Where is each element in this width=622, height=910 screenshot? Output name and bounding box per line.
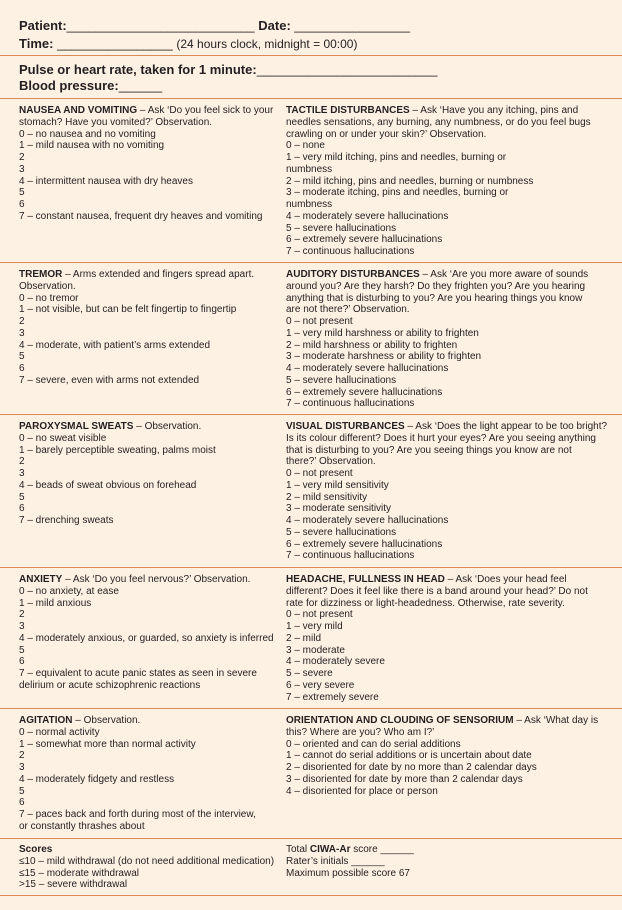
score-option: 7 – paces back and forth during most of the interview,	[19, 809, 256, 820]
score-option: 5 – severe	[286, 668, 333, 679]
score-option: 0 – no anxiety, at ease	[19, 585, 119, 597]
score-option: 1 – somewhat more than normal activity	[19, 738, 196, 750]
score-option: 0 – not present	[286, 609, 353, 621]
total-suffix: score ______	[350, 844, 414, 855]
section-line: anything that is disturbing to you? Are you hearing things you know	[286, 292, 583, 304]
pulse-line	[19, 62, 437, 77]
score-option: 4 – disoriented for place or person	[286, 785, 438, 797]
score-option: 2 – mild itching, pins and needles, burning or numbness	[286, 175, 534, 187]
section-title: HEADACHE, FULLNESS IN HEAD	[286, 574, 445, 585]
section-title: ORIENTATION AND CLOUDING OF SENSORIUM	[286, 715, 514, 726]
score-option: 0 – not present	[286, 468, 353, 479]
score-option: 7 – severe, even with arms not extended	[19, 374, 200, 386]
score-option: 2 – mild sensitivity	[286, 491, 368, 503]
section-orientation	[286, 715, 604, 797]
rater-initials-line[interactable]: Rater’s initials ______	[286, 855, 385, 867]
section-title: TACTILE DISTURBANCES	[286, 105, 410, 116]
score-option: 0 – no sweat visible	[19, 432, 107, 444]
date-blank[interactable]: ________________	[294, 18, 411, 33]
section-line: rate for dizziness or light-headedness. Otherwise, rate severity.	[286, 597, 565, 609]
score-option: 1 – very mild itching, pins and needles, burning or	[286, 152, 507, 163]
divider	[0, 414, 622, 415]
score-option: 1 – very mild	[286, 621, 343, 632]
divider	[0, 262, 622, 263]
ciwa-ar-label: CIWA-Ar	[309, 844, 351, 855]
section-headache	[286, 574, 604, 703]
score-option: 4 – moderately severe hallucinations	[286, 210, 449, 222]
section-anxiety	[19, 574, 281, 692]
section-title: NAUSEA AND VOMITING	[19, 105, 138, 116]
score-option: 4 – moderately severe	[286, 656, 385, 668]
bp-blank[interactable]: ______	[118, 78, 163, 93]
score-range: ≤15 – moderate withdrawal	[19, 867, 139, 879]
score-option: numbness	[286, 199, 333, 210]
score-option: 1 – very mild harshness or ability to frighten	[286, 327, 479, 339]
score-option: 3 – moderate harshness or ability to frighten	[286, 351, 482, 363]
score-option: 1 – mild nausea with no vomiting	[19, 140, 165, 152]
score-option: 6 – extremely severe hallucinations	[286, 538, 443, 550]
section-title: ANXIETY	[19, 574, 63, 585]
section-line: – Ask ‘Do you feel nervous?’ Observation.	[62, 574, 251, 585]
score-option: 1 – not visible, but can be felt fingertip to fingertip	[19, 304, 237, 316]
time-blank[interactable]: ________________	[57, 36, 173, 51]
score-option: 1 – mild anxious	[19, 597, 92, 609]
score-option: 4 – moderately anxious, or guarded, so anxiety is inferred	[19, 632, 274, 644]
score-option: 0 – not present	[286, 316, 353, 327]
score-option: 4 – moderate, with patient’s arms extended	[19, 339, 211, 351]
divider	[0, 708, 622, 709]
score-option: 5	[19, 785, 25, 797]
score-option: 1 – very mild sensitivity	[286, 479, 389, 491]
score-option: 2 – mild harshness or ability to frighten	[286, 339, 458, 351]
score-option: 7 – drenching sweats	[19, 515, 114, 526]
score-option: 4 – intermittent nausea with dry heaves	[19, 175, 193, 187]
score-option: 5	[19, 351, 25, 363]
score-option: 3 – disoriented for date by more than 2 calendar days	[286, 773, 523, 785]
score-option: 3 – moderate sensitivity	[286, 503, 392, 515]
score-option: numbness	[286, 163, 333, 175]
score-option: 5	[19, 644, 25, 656]
section-auditory-disturbances	[286, 269, 604, 410]
pulse-blank[interactable]: _________________________	[256, 62, 438, 77]
section-tremor	[19, 269, 281, 387]
score-option: 6 – extremely severe hallucinations	[286, 386, 443, 398]
max-score-text: Maximum possible score 67	[286, 867, 410, 879]
time-line	[19, 36, 357, 51]
score-option: 3	[19, 762, 25, 773]
score-option: 6	[19, 656, 25, 668]
section-line: there?’ Observation.	[286, 456, 376, 468]
section-line: different? Does it feel like there is a band around your head?’ Do not	[286, 585, 588, 597]
score-option: 0 – oriented and can do serial additions	[286, 738, 461, 750]
score-option: 2	[19, 750, 25, 762]
section-title: AGITATION	[19, 715, 73, 726]
patient-date-line	[19, 18, 410, 33]
score-option: 2 – disoriented for date by no more than 2 calendar days	[286, 762, 537, 773]
section-line: – Observation.	[72, 715, 141, 726]
score-option: 3	[19, 163, 25, 175]
time-label: Time:	[19, 36, 54, 51]
score-option: 7 – continuous hallucinations	[286, 550, 415, 562]
score-range: ≤10 – mild withdrawal (do not need additional medication)	[19, 855, 275, 867]
section-totals	[286, 844, 604, 879]
score-option: 5 – severe hallucinations	[286, 526, 397, 538]
section-line: crawling on or under your skin?’ Observation.	[286, 128, 487, 140]
score-option: 6 – extremely severe hallucinations	[286, 234, 443, 246]
section-agitation	[19, 715, 281, 833]
score-option: 6	[19, 503, 25, 515]
score-option: 7 – constant nausea, frequent dry heaves and vomiting	[19, 210, 263, 222]
divider	[0, 838, 622, 839]
total-prefix: Total	[286, 844, 310, 855]
section-line: – Ask ‘Have you any itching, pins and	[409, 105, 579, 116]
section-title: TREMOR	[19, 269, 63, 280]
score-option: 7 – extremely severe	[286, 691, 379, 703]
section-line: Observation.	[19, 280, 76, 292]
score-option: 6	[19, 797, 25, 809]
bp-line	[19, 78, 162, 93]
score-option: 6 – very severe	[286, 679, 355, 691]
score-option: or constantly thrashes about	[19, 820, 145, 832]
score-option: 5 – severe hallucinations	[286, 222, 397, 234]
section-tactile-disturbances	[286, 105, 604, 258]
score-option: 3	[19, 327, 25, 339]
section-line: that is disturbing to you? Are you seeing things you know are not	[286, 444, 572, 456]
section-line: – Arms extended and fingers spread apart.	[62, 269, 255, 280]
section-title: PAROXYSMAL SWEATS	[19, 421, 134, 432]
section-title: AUDITORY DISTURBANCES	[286, 269, 420, 280]
score-option: 0 – no nausea and no vomiting	[19, 128, 156, 140]
section-line: are not there?’ Observation.	[286, 304, 410, 316]
score-option: 2	[19, 456, 25, 468]
score-option: 5 – severe hallucinations	[286, 374, 397, 386]
patient-label: Patient:	[19, 18, 67, 33]
bp-label: Blood pressure:	[19, 78, 119, 93]
section-line: – Ask ‘Does your head feel	[444, 574, 567, 585]
score-option: 2	[19, 152, 25, 163]
score-option: 5	[19, 187, 25, 199]
score-option: 1 – barely perceptible sweating, palms moist	[19, 444, 216, 456]
score-option: 2 – mild	[286, 632, 322, 644]
score-option: 0 – no tremor	[19, 292, 79, 304]
score-option: 6	[19, 363, 25, 374]
section-title: VISUAL DISTURBANCES	[286, 421, 405, 432]
scores-title: Scores	[19, 844, 53, 855]
section-line: – Ask ‘Are you more aware of sounds	[419, 269, 589, 280]
time-note: (24 hours clock, midnight = 00:00)	[176, 37, 358, 51]
pulse-label: Pulse or heart rate, taken for 1 minute:	[19, 62, 257, 77]
section-line: stomach? Have you vomited?’ Observation.	[19, 116, 213, 128]
score-option: 5	[19, 491, 25, 503]
score-option: 7 – equivalent to acute panic states as seen in severe	[19, 668, 257, 679]
score-option: 0 – none	[286, 140, 325, 152]
section-line: around you? Are they harsh? Do they frighten you? Are you hearing	[286, 280, 586, 292]
score-option: 4 – beads of sweat obvious on forehead	[19, 479, 197, 491]
section-visual-disturbances	[286, 421, 608, 562]
divider	[0, 98, 622, 99]
score-option: 3	[19, 468, 25, 479]
section-line: – Observation.	[133, 421, 202, 432]
score-option: 2	[19, 609, 25, 621]
score-option: 3 – moderate	[286, 644, 345, 656]
divider	[0, 895, 622, 896]
score-option: 3 – moderate itching, pins and needles, burning or	[286, 187, 509, 199]
score-option: 6	[19, 199, 25, 210]
section-paroxysmal-sweats	[19, 421, 281, 527]
score-option: 4 – moderately severe hallucinations	[286, 363, 449, 374]
section-scores	[19, 844, 281, 891]
section-line: this? Where are you? Who am I?’	[286, 726, 435, 738]
score-option: 4 – moderately severe hallucinations	[286, 515, 449, 526]
score-option: 7 – continuous hallucinations	[286, 246, 415, 257]
section-line: needles sensations, any burning, any numbness, or do you feel bugs	[286, 116, 591, 128]
section-nausea-vomiting	[19, 105, 281, 223]
section-line: – Ask ‘What day is	[513, 715, 599, 726]
score-option: 1 – cannot do serial additions or is uncertain about date	[286, 750, 532, 762]
total-score-line[interactable]	[286, 844, 604, 856]
section-line: Is its colour different? Does it hurt your eyes? Are you seeing anything	[286, 432, 596, 444]
score-option: 4 – moderately fidgety and restless	[19, 773, 175, 785]
score-option: 7 – continuous hallucinations	[286, 398, 415, 410]
score-option: delirium or acute schizophrenic reactions	[19, 679, 201, 691]
section-line: – Ask ‘Do you feel sick to your	[137, 105, 274, 116]
patient-blank[interactable]: __________________________	[66, 18, 255, 33]
score-range: >15 – severe withdrawal	[19, 879, 128, 891]
section-line: – Ask ‘Does the light appear to be too bright?	[404, 421, 608, 432]
divider	[0, 567, 622, 568]
divider	[0, 55, 622, 56]
score-option: 3	[19, 621, 25, 632]
score-option: 0 – normal activity	[19, 726, 100, 738]
score-option: 2	[19, 316, 25, 327]
date-label: Date:	[258, 18, 291, 33]
